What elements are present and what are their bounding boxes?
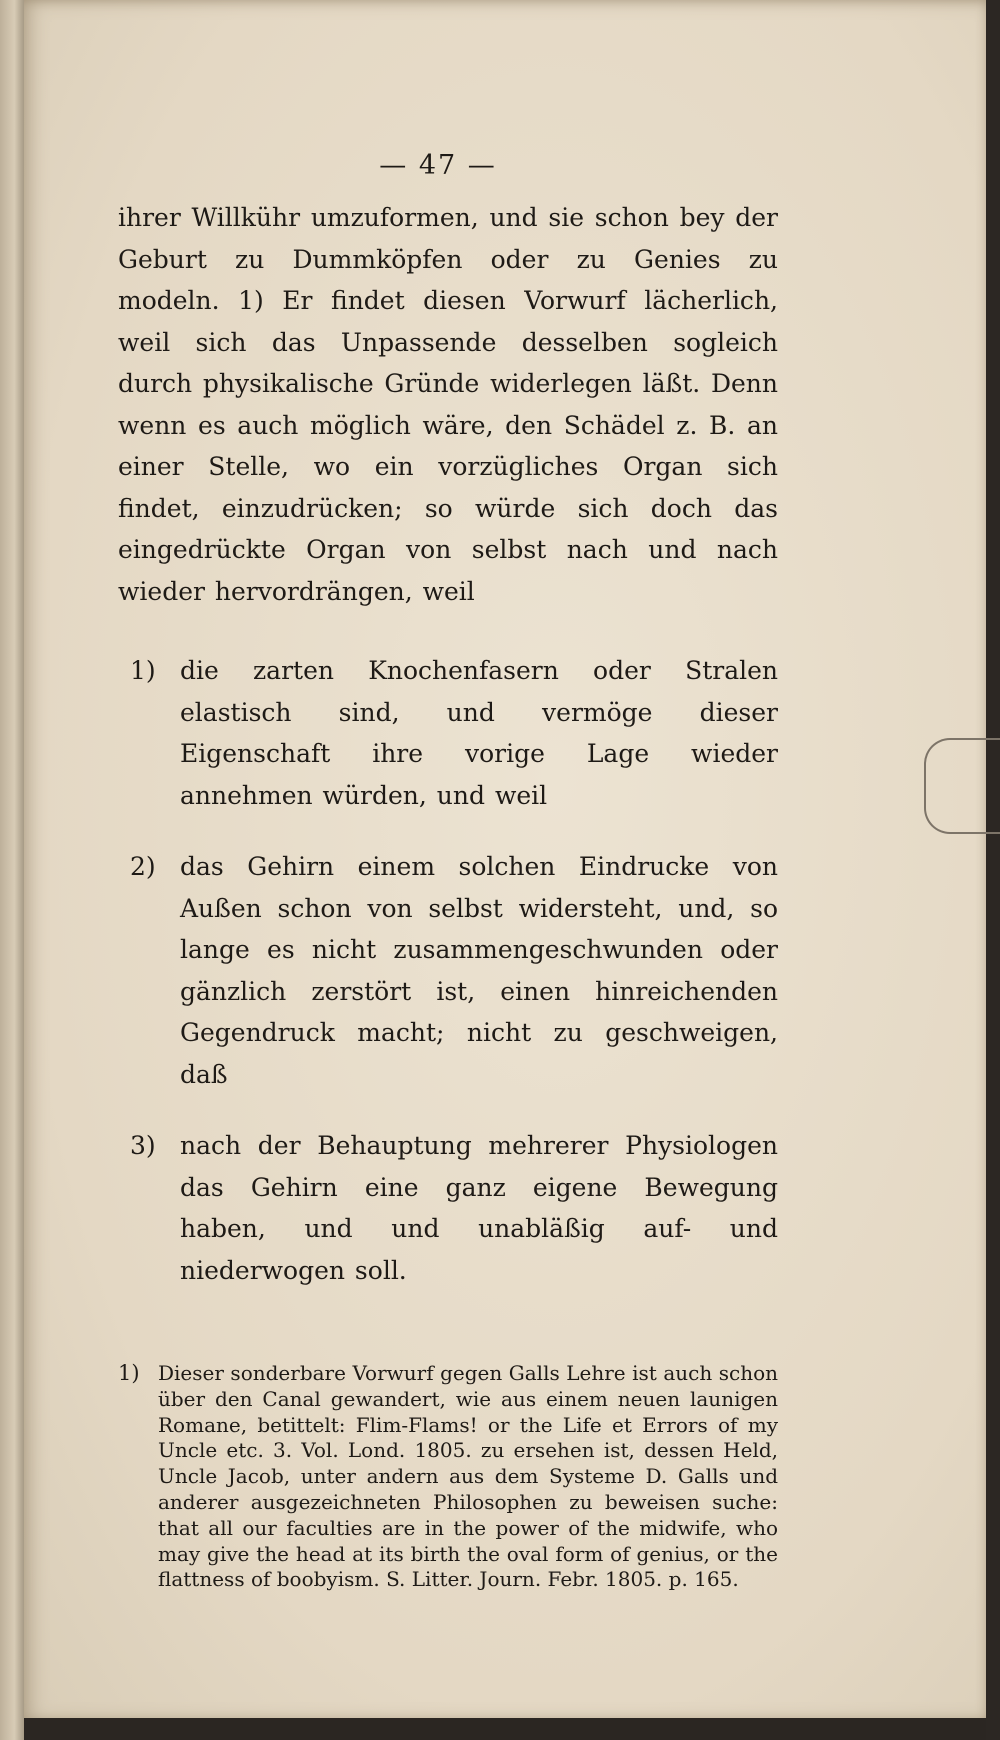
- list-item: [118, 846, 778, 1095]
- footnote-text: Dieser sonderbare Vorwurf gegen Galls Lehre ist auch schon über den Canal gewandert, wie aus einem neuen launigen Romane, betittelt: Flim-Flams! or the Life et Errors of my Uncle etc. 3. Vol. Lond. 1805. zu ersehen ist, dessen Held, Uncle Jacob, unter andern aus dem Systeme D. Galls und anderer ausgezeichneten Philosophen zu beweisen suche: that all our faculties are in the power of the midwife, who may give the head at its birth the oval form of genius, or the flattness of boobyism. S. Litter. Journ. Febr. 1805. p. 165.: [158, 1361, 778, 1592]
- page-bottom-shadow: [24, 1718, 990, 1740]
- list-item-number: 3): [130, 1131, 156, 1160]
- right-background: [986, 0, 1000, 1740]
- list-item-text: nach der Behauptung mehrerer Physiologen das Gehirn eine ganz eigene Bewegung haben, und und unabläßig auf- und niederwogen soll.: [180, 1131, 778, 1285]
- page-number: — 47 —: [379, 150, 497, 181]
- page-tab-marker: [924, 738, 1000, 834]
- list-item-number: 1): [130, 656, 156, 685]
- list-item-text: das Gehirn einem solchen Eindrucke von Außen schon von selbst widersteht, und, so lange es nicht zusammengeschwunden oder gänzlich zerstört ist, einen hinreichenden Gegendruck macht; nicht zu geschweigen, daß: [180, 852, 778, 1089]
- footnote: [118, 1361, 778, 1593]
- numbered-list: [118, 650, 778, 1291]
- list-item: [118, 650, 778, 816]
- text-block: [118, 150, 778, 1593]
- list-item-number: 2): [130, 852, 156, 881]
- body-paragraph: ihrer Willkühr umzuformen, und sie schon bey der Geburt zu Dummköpfen oder zu Genies zu modeln. 1) Er findet diesen Vorwurf lächerlich, weil sich das Unpassende desselben sogleich durch physikalische Gründe widerlegen läßt. Denn wenn es auch möglich wäre, den Schädel z. B. an einer Stelle, wo ein vorzügliches Organ sich findet, einzudrücken; so würde sich doch das eingedrückte Organ von selbst nach und nach wieder hervordrängen, weil: [118, 203, 778, 606]
- left-page-edge: [0, 0, 26, 1740]
- list-item: [118, 1125, 778, 1291]
- footnote-mark: 1): [118, 1361, 140, 1385]
- list-item-text: die zarten Knochenfasern oder Stralen elastisch sind, und vermöge dieser Eigenschaft ihre vorige Lage wieder annehmen würden, und weil: [180, 656, 778, 810]
